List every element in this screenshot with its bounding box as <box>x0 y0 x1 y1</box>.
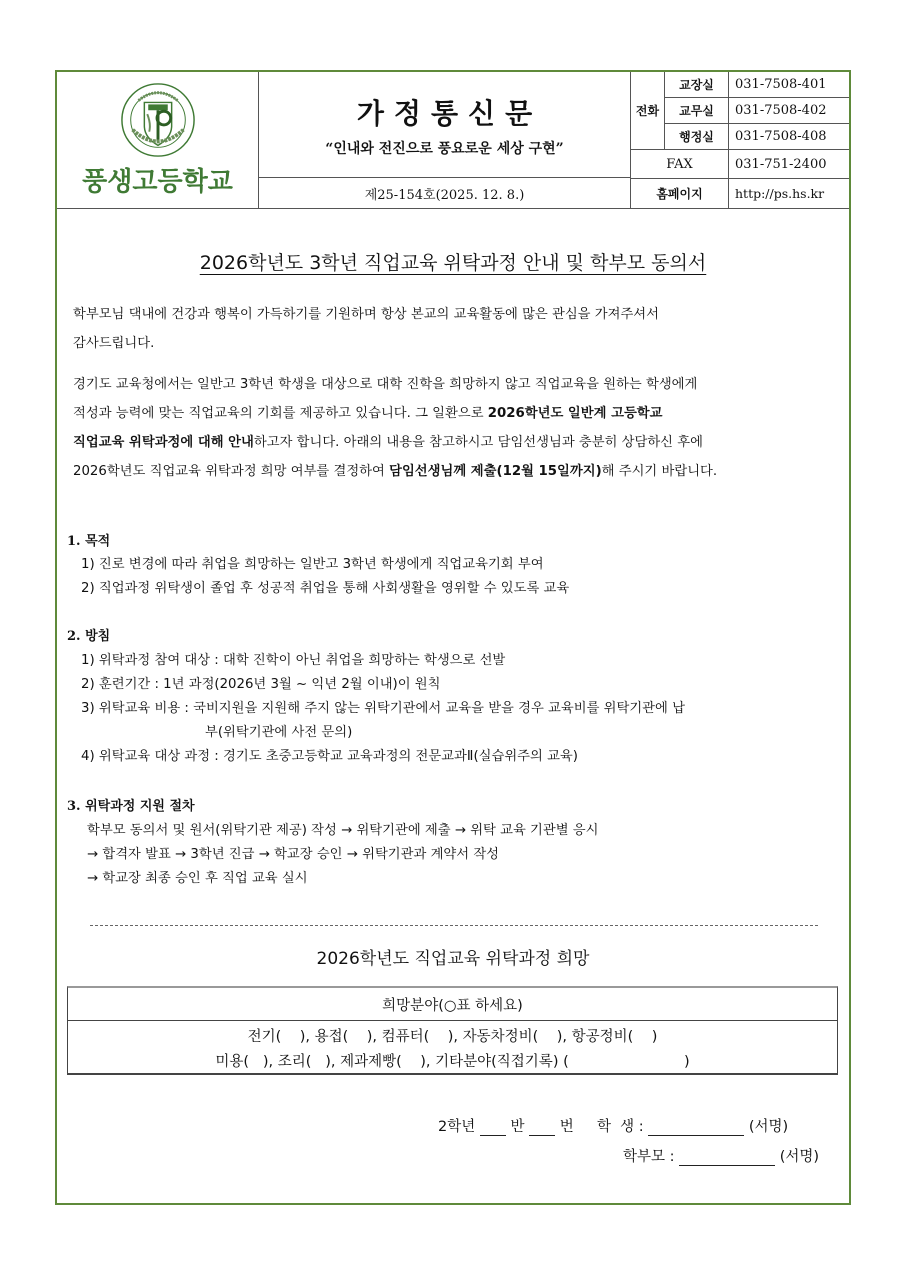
phone-dept-principal: 교장실 <box>665 72 729 98</box>
parent-sign-blank[interactable] <box>679 1149 775 1166</box>
greeting-paragraph: 학부모님 댁내에 건강과 행복이 가득하기를 기원하며 항상 본교의 교육활동에 많은 관심을 가져주셔서 감사드립니다. <box>73 307 659 351</box>
choice-row-1[interactable]: 전기( ), 용접( ), 컴퓨터( ), 자동차정비( ), 항공정비( ) <box>247 1029 658 1045</box>
intro-paragraph: 경기도 교육청에서는 일반고 3학년 학생을 대상으로 대학 진학을 희망하지 않고 직업교육을 원하는 학생에게 적성과 능력에 맞는 직업교육의 기회를 제공하고 있습니다. 그 일환으로 2026학년도 일반계 고등학교 직업교육 위탁과정에 대해 안내하고자 합니다. 아래의 내용을 참고하시고 담임선생님과 충분히 상담하신 후에 2026학년도 직업교육 위탁과정 희망 여부를 결정하여 담임선생님께 제출(12월 15일까지)해 주시기 바랍니다. <box>73 377 718 479</box>
school-logo-cell <box>57 72 259 208</box>
document-title: 2026학년도 3학년 직업교육 위탁과정 안내 및 학부모 동의서 <box>199 252 707 274</box>
newsletter-title: 가정통신문 <box>356 96 543 130</box>
cut-line-divider <box>90 925 818 926</box>
list-item: 3) 위탁교육 비용 : 국비지원을 지원해 주지 않는 위탁기관에서 교육을 받을 경우 교육비를 위탁기관에 납 <box>81 701 685 716</box>
school-name: 풍생고등학교 <box>82 166 233 197</box>
document-frame <box>55 70 851 1205</box>
section-heading-procedure: 3. 위탁과정 지원 절차 <box>67 799 195 814</box>
homepage-label: 홈페이지 <box>631 179 729 208</box>
list-item: 2) 훈련기간 : 1년 과정(2026년 3월 ~ 익년 2월 이내)이 원칙 <box>81 677 441 692</box>
student-signature-line: 2학년 반 번 학 생 : (서명) <box>438 1119 789 1135</box>
issue-number: 제25-154호(2025. 12. 8.) <box>259 178 631 208</box>
phone-dept-academic: 교무실 <box>665 98 729 124</box>
procedure-step: 학부모 동의서 및 원서(위탁기관 제공) 작성 → 위탁기관에 제출 → 위탁 교육 기관별 응시 <box>87 823 599 838</box>
list-item: 2) 직업과정 위탁생이 졸업 후 성공적 취업을 통해 사회생활을 영위할 수 있도록 교육 <box>81 581 570 596</box>
choice-row-2[interactable]: 미용( ), 조리( ), 제과제빵( ), 기타분야(직접기록) ( ) <box>215 1054 690 1070</box>
section-heading-policy: 2. 방침 <box>67 629 111 644</box>
phone-label: 전화 <box>631 72 665 150</box>
procedure-step: → 학교장 최종 승인 후 직업 교육 실시 <box>87 871 308 886</box>
consent-form-title: 2026학년도 직업교육 위탁과정 희망 <box>316 949 590 969</box>
list-item: 1) 진로 변경에 따라 취업을 희망하는 일반고 3학년 학생에게 직업교육기회 부여 <box>81 557 544 572</box>
school-motto: “인내와 전진으로 풍요로운 세상 구현” <box>325 140 564 157</box>
phone-dept-admin: 행정실 <box>665 124 729 150</box>
title-cell <box>259 72 631 178</box>
letterhead <box>57 72 849 209</box>
field-choice-table <box>67 986 838 1075</box>
list-item-continuation: 부(위탁기관에 사전 문의) <box>205 725 353 740</box>
list-item: 1) 위탁과정 참여 대상 : 대학 진학이 아닌 취업을 희망하는 학생으로 선발 <box>81 653 506 668</box>
fax-number: 031-751-2400 <box>729 150 849 179</box>
class-blank[interactable] <box>480 1119 506 1136</box>
phone-number-principal: 031-7508-401 <box>729 72 849 98</box>
fax-label: FAX <box>631 150 729 179</box>
student-sign-blank[interactable] <box>648 1119 744 1136</box>
section-heading-purpose: 1. 목적 <box>67 534 111 549</box>
list-item: 4) 위탁교육 대상 과정 : 경기도 초중고등학교 교육과정의 전문교과Ⅱ(실습위주의 교육) <box>81 749 578 764</box>
procedure-step: → 합격자 발표 → 3학년 진급 → 학교장 승인 → 위탁기관과 계약서 작성 <box>87 847 500 862</box>
parent-signature-line: 학부모 : (서명) <box>623 1149 820 1165</box>
phone-number-admin: 031-7508-408 <box>729 124 849 150</box>
number-blank[interactable] <box>529 1119 555 1136</box>
homepage-link[interactable]: http://ps.hs.kr <box>735 186 825 201</box>
choice-table-header: 희망분야(○표 하세요) <box>68 988 837 1021</box>
phone-number-academic: 031-7508-402 <box>729 98 849 124</box>
school-emblem-icon <box>119 81 197 159</box>
